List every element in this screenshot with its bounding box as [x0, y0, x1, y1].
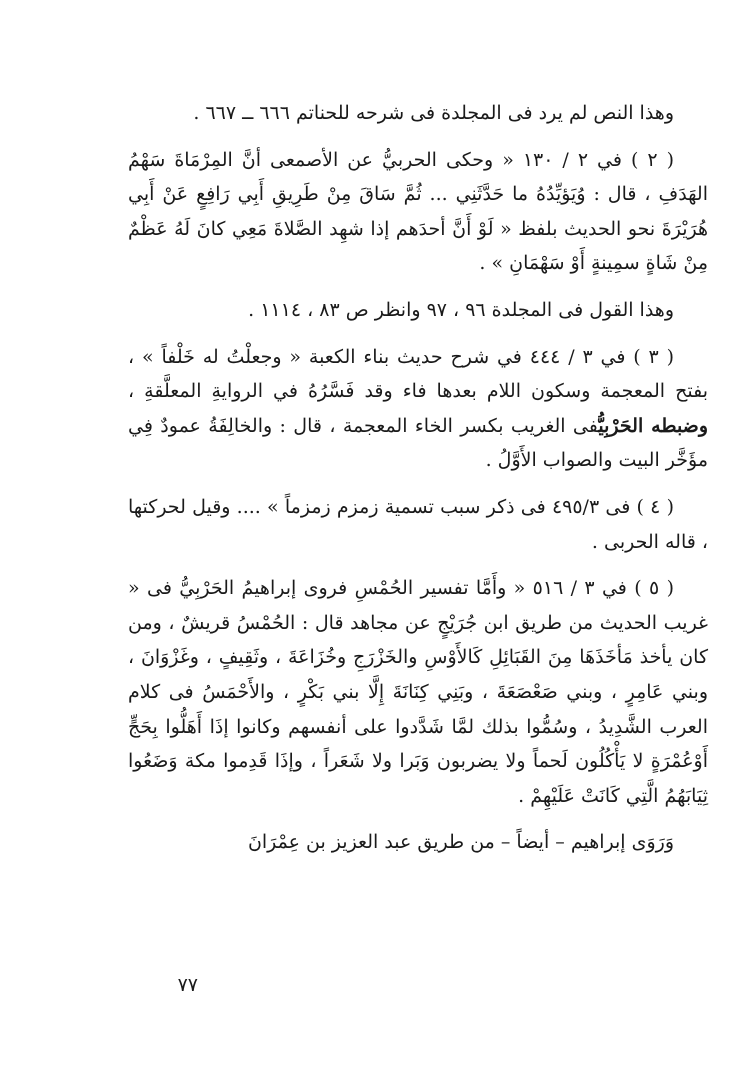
- paragraph-note-5: ( ٥ ) في ٣ / ٥١٦ « وأَمَّا تفسير الحُمْسِ فروى إبراهيمُ الحَرْبِيُّ فى « غريب الحديث من طريق ابن جُرَيْجٍ عن مجاهد قال : الحُمْسُ قريشٌ ، ومن كان يأخذ مَأخَذَهَا مِنَ القَبَائِلِ كَالأَوْسِ والخَزْرَجِ وخُزَاعَةَ ، وثَقِيفٍ ، وغَزْوَانَ ، وبني عَامِرٍ ، وبني صَعْصَعَةَ ، وبَنِي كِنَانَةَ إِلَّا بني بَكْرٍ ، والأَحْمَسُ فى كلام العرب الشَّدِيدُ ، وسُمُّوا بذلك لمَّا شَدَّدوا على أنفسهم وكانوا إذَا أَهَلُّوا بِحَجٍّ أَوْعُمْرَةٍ لا يَأْكُلُون لَحماً ولا يضربون وَبَرا ولا شَعَراً ، وإذَا قَدِموا مكة وَضَعُوا ثِيَابَهُمُ الَّتِي كَانَتْ عَلَيْهِمْ .: [128, 577, 708, 807]
- paragraph-note-end: وهذا النص لم يرد فى المجلدة فى شرحه للحناتم ٦٦٦ ــ ٦٦٧ .: [193, 102, 674, 124]
- paragraph-note-3: [128, 340, 708, 478]
- paragraph-note-3-before: ( ٣ ) في ٣ / ٤٤٤ في شرح حديث بناء الكعبة « وجعلْتُ له خَلْفاً » ، بفتح المعجمة وسكون اللام بعدها فاء وقد فَسَّرُهُ في الروايةِ المعلَّقةِ ،: [128, 345, 708, 403]
- paragraph-note-3-after: فى الغريب بكسر الخاء المعجمة ، قال : والخالِفَةُ عمودٌ فِي مؤَخَّر البيت والصواب الأَوَّلُ .: [128, 414, 708, 472]
- paragraph-note-3-bold: وضبطه الحَرْبِيُّ: [598, 414, 708, 437]
- body-text: [128, 96, 708, 860]
- paragraph-note-2: ( ٢ ) في ٢ / ١٣٠ « وحكى الحربيُّ عن الأصمعى أنَّ المِرْمَاةَ سَهْمُ الهَدَفِ ، قال : وُيَؤيِّدُهُ ما حَدَّثَنِي ... ثُمَّ سَاقَ مِنْ طَرِيقِ أَبِي رَافِعٍ عَنْ أَبِي هُرَيْرَةَ نحو الحديث بلفظ « لَوْ أَنَّ أحدَهم إذا شهِد الصَّلاةَ مَعِي كانَ لَهُ عَظْمٌ مِنْ شَاةٍ سمِينةٍ أَوْ سَهْمَانِ » .: [128, 148, 708, 275]
- paragraph-note-4: ( ٤ ) فى ٤٩٥/٣ فى ذكر سبب تسمية زمزم زمزماً » .... وقيل لحركتها ، قاله الحربى .: [128, 495, 708, 553]
- paragraph-reference: وهذا القول فى المجلدة ٩٦ ، ٩٧ وانظر ص ٨٣ ، ١١١٤ .: [248, 298, 674, 321]
- page-number: ٧٧: [177, 974, 198, 996]
- paragraph-continuation: وَرَوَى إبراهيم – أيضاً – من طريق عبد العزيز بن عِمْرَانَ: [247, 831, 674, 854]
